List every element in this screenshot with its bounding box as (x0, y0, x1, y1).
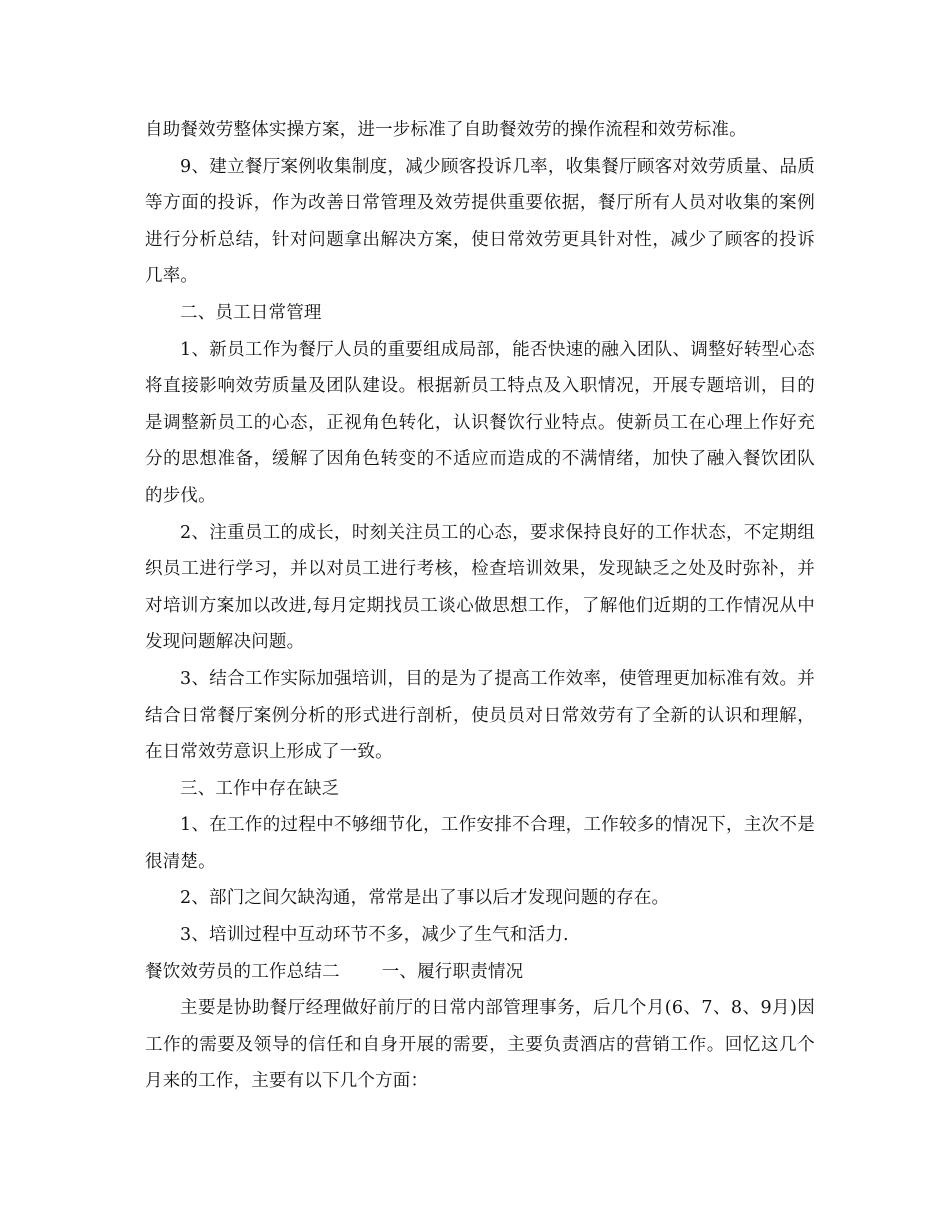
paragraph-duties: 主要是协助餐厅经理做好前厅的日常内部管理事务，后几个月(6、7、8、9月)因工作的需要及领导的信任和自身开展的需要，主要负责酒店的营销工作。回忆这几个月来的工作，主要有以下几个方面： (145, 998, 815, 1092)
document-body (145, 112, 815, 1100)
heading-shortcomings: 三、工作中存在缺乏 (180, 778, 340, 799)
paragraph-item-9: 9、建立餐厅案例收集制度，减少顾客投诉几率，收集餐厅顾客对效劳质量、品质等方面的投诉，作为改善日常管理及效劳提供重要依据，餐厅所有人员对收集的案例进行分析总结，针对问题拿出解决方案，使日常效劳更具针对性，减少了顾客的投诉几率。 (145, 156, 815, 287)
section-subheading: 一、履行职责情况 (381, 961, 524, 982)
paragraph-training: 3、结合工作实际加强培训，目的是为了提高工作效率，使管理更加标准有效。并结合日常餐厅案例分析的形式进行剖析，使员员对日常效劳有了全新的认识和理解，在日常效劳意识上形成了一致。 (145, 668, 815, 763)
paragraph-new-staff: 1、新员工作为餐厅人员的重要组成局部，能否快速的融入团队、调整好转型心态将直接影响效劳质量及团队建设。根据新员工特点及入职情况，开展专题培训，目的是调整新员工的心态，正视角色转化，认识餐饮行业特点。使新员工在心理上作好充分的思想准备，缓解了因角色转变的不适应而造成的不满情绪，加快了融入餐饮团队的步伐。 (145, 339, 815, 506)
heading-staff-management: 二、员工日常管理 (180, 302, 322, 323)
section-title-line (145, 954, 815, 991)
paragraph-shortcoming-3: 3、培训过程中互动环节不多，减少了生气和活力. (180, 925, 569, 946)
paragraph-staff-growth: 2、注重员工的成长，时刻关注员工的心态，要求保持良好的工作状态，不定期组织员工进行学习，并以对员工进行考核，检查培训效果，发现缺乏之处及时弥补，并对培训方案加以改进,每月定期找员工谈心做思想工作，了解他们近期的工作情况从中发现问题解决问题。 (145, 522, 815, 653)
paragraph-shortcoming-1: 1、在工作的过程中不够细节化，工作安排不合理，工作较多的情况下，主次不是很清楚。 (145, 815, 815, 872)
paragraph-continuation: 自助餐效劳整体实操方案，进一步标准了自助餐效劳的操作流程和效劳标准。 (145, 120, 747, 140)
section-title: 餐饮效劳员的工作总结二 (145, 961, 340, 982)
paragraph-shortcoming-2: 2、部门之间欠缺沟通，常常是出了事以后才发现问题的存在。 (180, 888, 670, 909)
